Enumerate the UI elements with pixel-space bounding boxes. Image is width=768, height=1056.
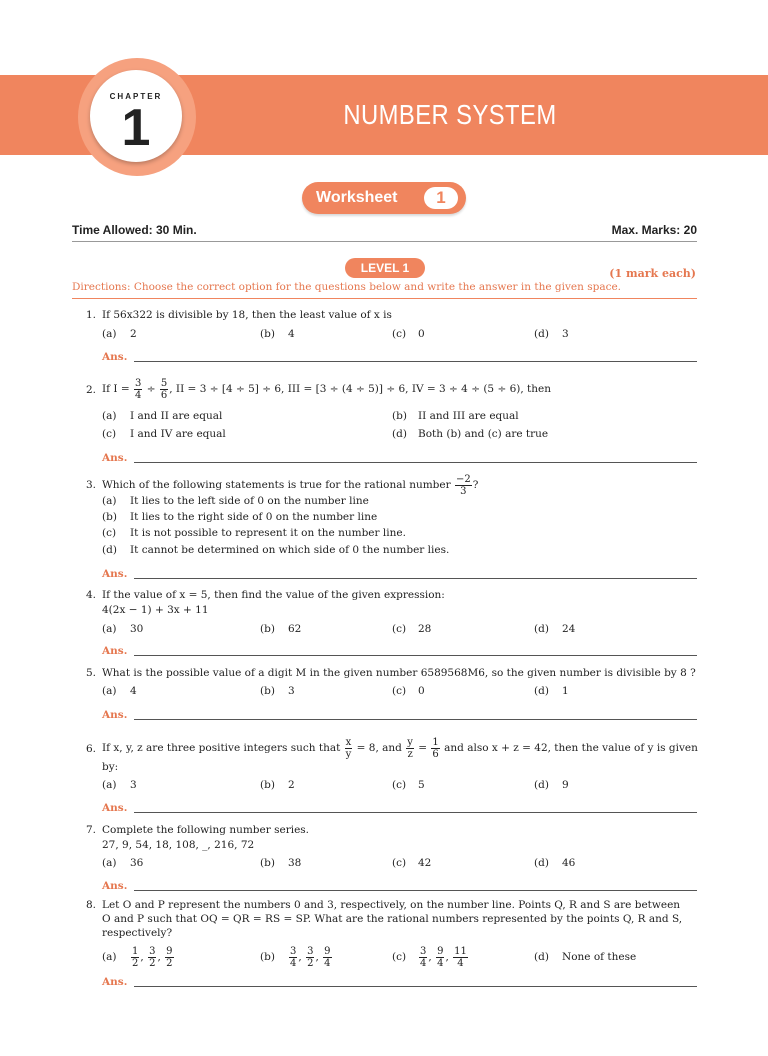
answer-label: Ans. [102,880,128,892]
option-text: $\frac{1}{2}$ , $\frac{3}{2}$ , $\frac{9}{2}$ [132,945,173,969]
chapter-number: 1 [121,99,151,157]
answer-line[interactable] [134,462,697,463]
divider [72,298,697,299]
question-text-cont: by: [102,761,119,773]
answer-line[interactable] [134,655,697,656]
option-label: (c) [392,857,407,869]
option-text: $\frac{3}{4}$ , $\frac{3}{2}$ , $\frac{9}{4}$ [290,945,331,969]
answer-line[interactable] [134,986,697,987]
directions: Directions: Choose the correct option for the questions below and write the answer in the given space. [72,281,622,293]
option-text: 5 [418,779,425,791]
marks-each: (1 mark each) [609,267,696,280]
option-label: (d) [534,779,549,791]
option-text: 30 [130,623,144,635]
worksheet-label: Worksheet [316,189,398,206]
option-text: 3 [288,685,295,697]
question-number: 4. [86,589,97,601]
option-label: (d) [534,951,549,963]
question-number: 8. [86,899,97,911]
option-text: It is not possible to represent it on the number line. [130,527,406,539]
option-label: (a) [102,779,117,791]
option-text: 2 [130,328,137,340]
number-series: 27, 9, 54, 18, 108, _, 216, 72 [102,839,255,851]
option-text: 42 [418,857,432,869]
option-label: (c) [102,428,117,440]
answer-line[interactable] [134,578,697,579]
option-label: (d) [534,623,549,635]
option-text: 24 [562,623,576,635]
worksheet-number: 1 [424,187,458,209]
option-label: (c) [392,951,407,963]
answer-label: Ans. [102,645,128,657]
option-label: (d) [102,544,117,556]
option-label: (b) [260,685,275,697]
option-label: (d) [534,328,549,340]
option-text: 38 [288,857,302,869]
answer-line[interactable] [134,719,697,720]
question-text: If x, y, z are three positive integers such that $\frac{x}{y}$ = 8, and $\frac{y}{z}$ = $\frac{1}{6}$ and also x + z = 42, then the value of y is given [102,736,698,760]
option-text: 0 [418,328,425,340]
option-text: None of these [562,951,637,963]
answer-label: Ans. [102,351,128,363]
option-label: (c) [392,328,407,340]
option-text: It lies to the left side of 0 on the number line [130,495,369,507]
option-label: (b) [260,951,275,963]
option-label: (c) [392,779,407,791]
option-text: 36 [130,857,144,869]
option-text: 1 [562,685,569,697]
answer-label: Ans. [102,709,128,721]
answer-line[interactable] [134,361,697,362]
question-text: If the value of x = 5, then find the value of the given expression: [102,589,445,601]
option-label: (a) [102,623,117,635]
option-label: (c) [392,685,407,697]
option-text: 4 [130,685,137,697]
option-label: (a) [102,328,117,340]
question-number: 1. [86,309,97,321]
option-text: Both (b) and (c) are true [418,428,549,440]
option-text: 46 [562,857,576,869]
option-text: I and IV are equal [130,428,226,440]
question-text: If I = $\frac{3}{4}$ ÷ $\frac{5}{6}$ , II = 3 ÷ [4 ÷ 5] ÷ 6, III = [3 ÷ (4 ÷ 5)] ÷ 6, IV = 3 ÷ 4 ÷ (5 ÷ 6), then [102,377,551,401]
question-text: Which of the following statements is true for the rational number $\frac{-2}{3}$ ? [102,473,479,497]
option-text: 62 [288,623,302,635]
divider [72,241,697,242]
answer-label: Ans. [102,976,128,988]
option-label: (d) [534,685,549,697]
option-text: 9 [562,779,569,791]
option-label: (a) [102,495,117,507]
level-badge: LEVEL 1 [345,258,425,278]
time-allowed: Time Allowed: 30 Min. [72,223,197,237]
option-label: (b) [102,511,117,523]
option-label: (c) [392,623,407,635]
question-number: 5. [86,667,97,679]
option-label: (a) [102,857,117,869]
option-label: (b) [260,328,275,340]
question-text: What is the possible value of a digit M in the given number 6589568M6, so the given number is divisible by 8 ? [102,667,696,679]
question-text: If 56x322 is divisible by 18, then the least value of x is [102,309,392,321]
option-label: (a) [102,685,117,697]
option-label: (b) [260,623,275,635]
option-label: (b) [260,779,275,791]
option-text: 3 [562,328,569,340]
question-text: Complete the following number series. [102,824,310,836]
option-text: 2 [288,779,295,791]
answer-label: Ans. [102,452,128,464]
option-text: II and III are equal [418,410,519,422]
answer-label: Ans. [102,568,128,580]
option-text: I and II are equal [130,410,223,422]
answer-label: Ans. [102,802,128,814]
question-number: 3. [86,479,97,491]
option-text: 0 [418,685,425,697]
question-number: 2. [86,384,97,396]
option-label: (b) [392,410,407,422]
option-text: It cannot be determined on which side of 0 the number lies. [130,544,450,556]
question-number: 6. [86,743,97,755]
option-text: 4 [288,328,295,340]
option-text: 3 [130,779,137,791]
option-label: (a) [102,410,117,422]
question-text: O and P such that OQ = QR = RS = SP. What are the rational numbers represented by the points Q, R and S, [102,913,683,925]
option-label: (d) [392,428,407,440]
question-text: respectively? [102,927,173,939]
chapter-label: CHAPTER [109,92,163,101]
question-number: 7. [86,824,97,836]
chapter-title: NUMBER SYSTEM [343,99,557,130]
option-label: (d) [534,857,549,869]
answer-line[interactable] [134,890,697,891]
option-label: (b) [260,857,275,869]
answer-line[interactable] [134,812,697,813]
max-marks: Max. Marks: 20 [611,223,697,237]
question-text: Let O and P represent the numbers 0 and 3, respectively, on the number line. Points Q, R and S are between [102,899,681,911]
expression: 4(2x − 1) + 3x + 11 [102,604,209,616]
option-text: It lies to the right side of 0 on the number line [130,511,378,523]
option-text: 28 [418,623,432,635]
option-label: (a) [102,951,117,963]
option-text: $\frac{3}{4}$ , $\frac{9}{4}$ , $\frac{11}{4}$ [420,945,467,969]
option-label: (c) [102,527,117,539]
